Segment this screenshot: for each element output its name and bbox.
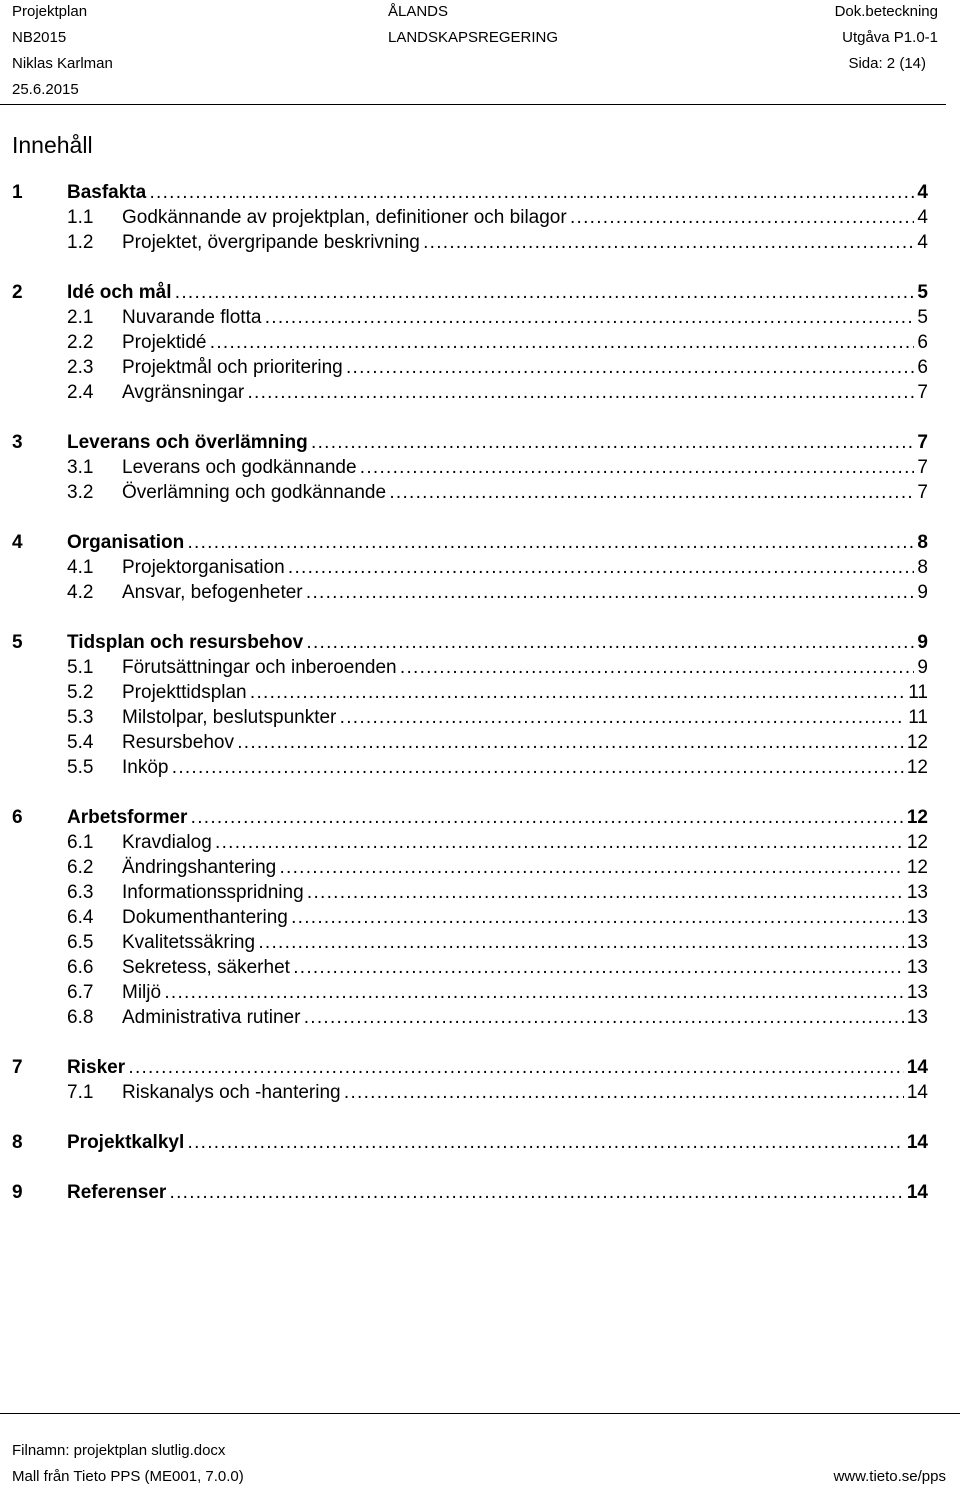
toc-subsection-entry[interactable] (0, 905, 960, 930)
toc-entry-title: Projektorganisation . . . (122, 555, 928, 580)
toc-entry-page: 13 (904, 980, 928, 1005)
toc-entry-page: 11 (905, 705, 928, 730)
organization-name-2: LANDSKAPSREGERING (388, 29, 559, 46)
toc-entry-page: 6 (914, 330, 928, 355)
document-designation-label: Dok.beteckning (834, 3, 938, 20)
toc-entry-number: 9 (12, 1182, 23, 1203)
toc-section-entry[interactable] (0, 430, 960, 455)
toc-subsection-entry[interactable] (0, 855, 960, 880)
toc-subsection-entry[interactable] (0, 755, 960, 780)
toc-entry-number: 6.6 (67, 957, 94, 978)
header-row-2 (12, 27, 938, 49)
toc-entry-number: 2.4 (67, 382, 94, 403)
toc-subsection-entry[interactable] (0, 655, 960, 680)
toc-entry-title: Informationsspridning . . . (122, 880, 928, 905)
toc-subsection-entry[interactable] (0, 930, 960, 955)
toc-entry-page: 7 (914, 430, 928, 455)
toc-entry-page: 6 (914, 355, 928, 380)
toc-entry-page: 5 (914, 305, 928, 330)
toc-entry-page: 11 (905, 680, 928, 705)
toc-entry-title: Idé och mål . . . (67, 280, 928, 305)
toc-subsection-entry[interactable] (0, 580, 960, 605)
toc-entry-page: 14 (904, 1180, 928, 1205)
toc-entry-page: 13 (904, 880, 928, 905)
toc-entry-title: Projektidé . . . (122, 330, 928, 355)
author: Niklas Karlman (12, 55, 113, 72)
toc-subsection-entry[interactable] (0, 830, 960, 855)
toc-entry-page: 12 (904, 855, 928, 880)
toc-entry-number: 2 (12, 282, 23, 303)
toc-entry-number: 5.5 (67, 757, 94, 778)
toc-entry-number: 5.1 (67, 657, 94, 678)
toc-entry-page: 9 (914, 655, 928, 680)
footer-url: www.tieto.se/pps (833, 1468, 946, 1485)
toc-entry-page: 9 (914, 630, 928, 655)
toc-entry-title: Kvalitetssäkring . . . (122, 930, 928, 955)
toc-entry-page: 7 (914, 455, 928, 480)
toc-entry-title: Förutsättningar och inberoenden . . . (122, 655, 928, 680)
toc-subsection-entry[interactable] (0, 480, 960, 505)
toc-entry-number: 4.1 (67, 557, 94, 578)
toc-section-entry[interactable] (0, 1055, 960, 1080)
toc-entry-number: 5.4 (67, 732, 94, 753)
toc-entry-page: 14 (904, 1130, 928, 1155)
toc-entry-title: Arbetsformer . . . (67, 805, 928, 830)
toc-entry-number: 6 (12, 807, 23, 828)
toc-entry-title: Avgränsningar . . . (122, 380, 928, 405)
toc-entry-title: Leverans och överlämning . . . (67, 430, 928, 455)
toc-section-entry[interactable] (0, 1180, 960, 1205)
toc-subsection-entry[interactable] (0, 380, 960, 405)
toc-title: Innehåll (12, 132, 93, 158)
toc-entry-title: Organisation . . . (67, 530, 928, 555)
toc-entry-page: 8 (914, 530, 928, 555)
toc-entry-number: 6.7 (67, 982, 94, 1003)
toc-entry-number: 3.2 (67, 482, 94, 503)
toc-entry-title: Miljö . . . (122, 980, 928, 1005)
toc-entry-page: 14 (904, 1080, 928, 1105)
toc-entry-title: Inköp . . . (122, 755, 928, 780)
page-header (0, 0, 960, 108)
toc-entry-page: 13 (904, 955, 928, 980)
toc-subsection-entry[interactable] (0, 880, 960, 905)
header-row-4 (12, 79, 938, 101)
toc-entry-number: 6.2 (67, 857, 94, 878)
toc-entry-number: 8 (12, 1132, 23, 1153)
toc-entry-title: Leverans och godkännande . . . (122, 455, 928, 480)
toc-entry-page: 12 (904, 805, 928, 830)
toc-entry-number: 2.3 (67, 357, 94, 378)
toc-entry-page: 12 (904, 830, 928, 855)
toc-entry-title: Ansvar, befogenheter . . . (122, 580, 928, 605)
toc-entry-number: 6.1 (67, 832, 94, 853)
toc-subsection-entry[interactable] (0, 1080, 960, 1105)
toc-entry-page: 12 (904, 755, 928, 780)
toc-subsection-entry[interactable] (0, 955, 960, 980)
toc-entry-number: 6.5 (67, 932, 94, 953)
toc-entry-number: 3 (12, 432, 23, 453)
toc-entry-page: 7 (914, 380, 928, 405)
toc-entry-page: 13 (904, 930, 928, 955)
footer-template: Mall från Tieto PPS (ME001, 7.0.0) (12, 1468, 244, 1485)
toc-entry-number: 1.2 (67, 232, 94, 253)
toc-entry-title: Sekretess, säkerhet . . . (122, 955, 928, 980)
toc-entry-title: Resursbehov . . . (122, 730, 928, 755)
toc-subsection-entry[interactable] (0, 555, 960, 580)
page-number: Sida: 2 (14) (848, 55, 926, 72)
toc-entry-title: Milstolpar, beslutspunkter . . . (122, 705, 928, 730)
toc-entry-number: 6.8 (67, 1007, 94, 1028)
toc-entry-title: Överlämning och godkännande . . . (122, 480, 928, 505)
toc-entry-number: 3.1 (67, 457, 94, 478)
footer-row-1 (12, 1440, 946, 1462)
footer-row-2 (12, 1466, 946, 1488)
toc-entry-page: 9 (914, 580, 928, 605)
toc-entry-number: 1.1 (67, 207, 94, 228)
toc-entry-page: 12 (904, 730, 928, 755)
project-code: NB2015 (12, 29, 67, 46)
table-of-contents (0, 180, 960, 1205)
toc-entry-title: Riskanalys och -hantering . . . (122, 1080, 928, 1105)
toc-entry-number: 5.3 (67, 707, 94, 728)
toc-subsection-entry[interactable] (0, 330, 960, 355)
toc-subsection-entry[interactable] (0, 455, 960, 480)
toc-entry-page: 4 (914, 230, 928, 255)
toc-entry-number: 6.3 (67, 882, 94, 903)
toc-entry-title: Projektet, övergripande beskrivning . . . (122, 230, 928, 255)
toc-subsection-entry[interactable] (0, 730, 960, 755)
toc-entry-title: Projektkalkyl . . . (67, 1130, 928, 1155)
toc-entry-title: Godkännande av projektplan, definitioner och bilagor . . . (122, 205, 928, 230)
toc-subsection-entry[interactable] (0, 355, 960, 380)
toc-subsection-entry[interactable] (0, 1005, 960, 1030)
toc-entry-title: Nuvarande flotta . . . (122, 305, 928, 330)
document-date: 25.6.2015 (12, 81, 79, 98)
toc-subsection-entry[interactable] (0, 305, 960, 330)
toc-entry-number: 2.1 (67, 307, 94, 328)
toc-entry-title: Risker . . . (67, 1055, 928, 1080)
toc-subsection-entry[interactable] (0, 230, 960, 255)
toc-entry-number: 7 (12, 1057, 23, 1078)
version: Utgåva P1.0-1 (842, 29, 938, 46)
toc-entry-page: 8 (914, 555, 928, 580)
toc-entry-title: Ändringshantering . . . (122, 855, 928, 880)
toc-subsection-entry[interactable] (0, 205, 960, 230)
toc-entry-page: 4 (914, 205, 928, 230)
toc-subsection-entry[interactable] (0, 980, 960, 1005)
toc-entry-page: 5 (914, 280, 928, 305)
toc-section-entry[interactable] (0, 280, 960, 305)
toc-entry-page: 13 (904, 905, 928, 930)
toc-entry-number: 6.4 (67, 907, 94, 928)
organization-name: ÅLANDS (388, 3, 449, 20)
header-row-1 (12, 1, 938, 23)
toc-entry-number: 5.2 (67, 682, 94, 703)
toc-section-entry[interactable] (0, 805, 960, 830)
toc-entry-title: Projekttidsplan . . . (122, 680, 928, 705)
toc-entry-number: 5 (12, 632, 23, 653)
toc-entry-title: Basfakta . . . (67, 180, 928, 205)
toc-entry-number: 7.1 (67, 1082, 94, 1103)
toc-entry-title: Administrativa rutiner . . . (122, 1005, 928, 1030)
toc-section-entry[interactable] (0, 530, 960, 555)
toc-entry-page: 13 (904, 1005, 928, 1030)
toc-entry-number: 4.2 (67, 582, 94, 603)
toc-section-entry[interactable] (0, 630, 960, 655)
toc-entry-page: 7 (914, 480, 928, 505)
header-divider (0, 104, 946, 105)
header-row-3 (12, 53, 938, 75)
toc-entry-title: Projektmål och prioritering . . . (122, 355, 928, 380)
toc-entry-title: Dokumenthantering . . . (122, 905, 928, 930)
toc-entry-number: 2.2 (67, 332, 94, 353)
toc-entry-page: 14 (904, 1055, 928, 1080)
toc-subsection-entry[interactable] (0, 705, 960, 730)
toc-entry-title: Kravdialog . . . (122, 830, 928, 855)
toc-section-entry[interactable] (0, 1130, 960, 1155)
toc-entry-number: 4 (12, 532, 23, 553)
toc-entry-title: Referenser . . . (67, 1180, 928, 1205)
toc-entry-title: Tidsplan och resursbehov . . . (67, 630, 928, 655)
toc-section-entry[interactable] (0, 180, 960, 205)
toc-entry-page: 4 (914, 180, 928, 205)
footer-filename: Filnamn: projektplan slutlig.docx (12, 1442, 226, 1459)
footer-divider (0, 1413, 960, 1414)
toc-subsection-entry[interactable] (0, 680, 960, 705)
document-title: Projektplan (12, 3, 88, 20)
toc-entry-number: 1 (12, 182, 23, 203)
